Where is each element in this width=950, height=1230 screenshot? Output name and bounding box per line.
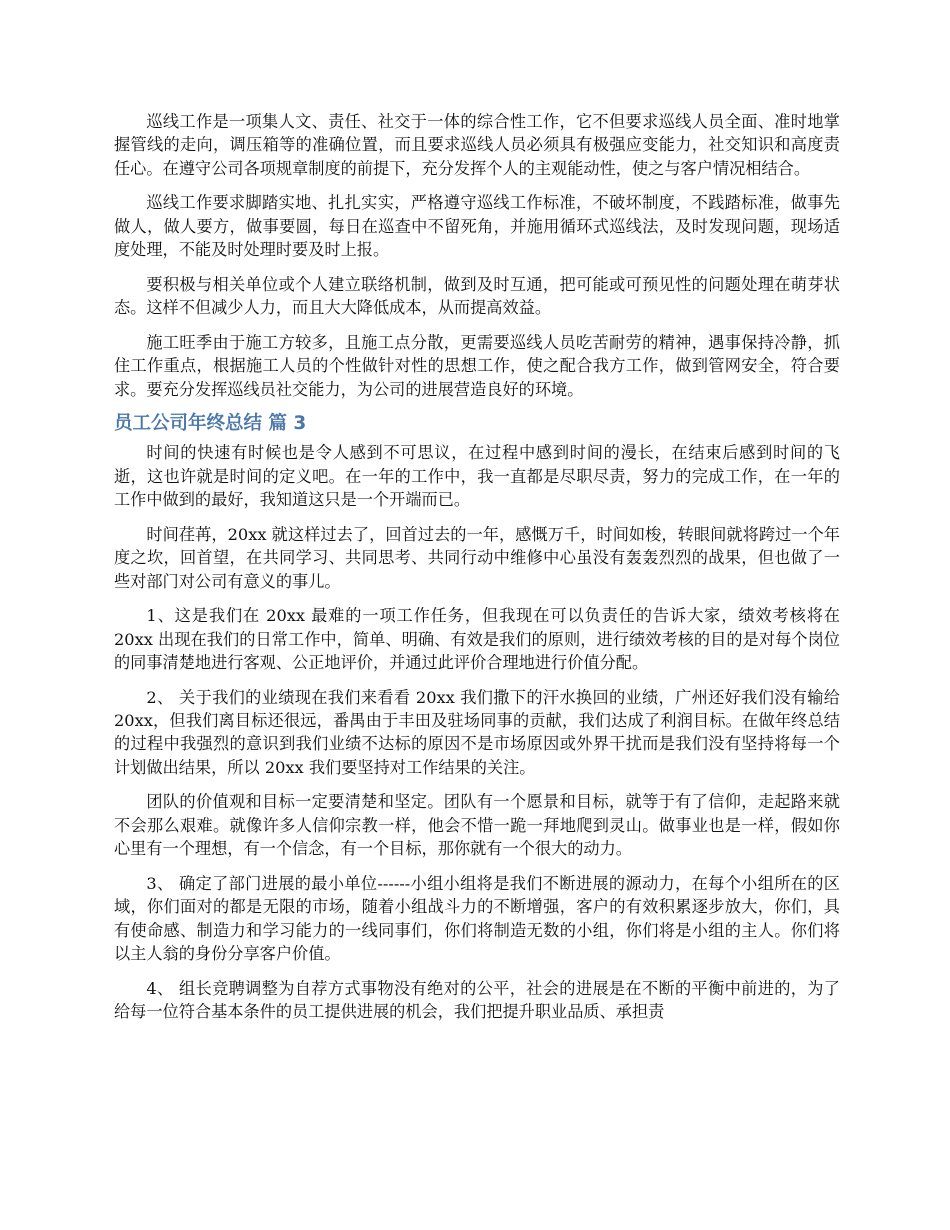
paragraph: 团队的价值观和目标一定要清楚和坚定。团队有一个愿景和目标，就等于有了信仰，走起路来就不会那么艰难。就像许多人信仰宗教一样，他会不惜一跪一拜地爬到灵山。做事业也是一样，假如你心里有一个理想，有一个信念，有一个目标，那你就有一个很大的动力。 — [114, 792, 840, 859]
paragraph: 时间的快速有时候也是令人感到不可思议，在过程中感到时间的漫长，在结束后感到时间的飞逝，这也许就是时间的定义吧。在一年的工作中，我一直都是尽职尽责，努力的完成工作，在一年的工作中做到的最好，我知道这只是一个开端而已。 — [114, 443, 840, 510]
paragraph: 施工旺季由于施工方较多，且施工点分散，更需要巡线人员吃苦耐劳的精神，遇事保持冷静，抓住工作重点，根据施工人员的个性做针对性的思想工作，使之配合我方工作，做到管网安全，符合要求。要充分发挥巡线员社交能力，为公司的进展营造良好的环境。 — [114, 332, 840, 399]
paragraph: 巡线工作要求脚踏实地、扎扎实实，严格遵守巡线工作标准，不破坏制度，不践踏标准，做事先做人，做人要方，做事要圆，每日在巡查中不留死角，并施用循环式巡线法，及时发现问题，现场适度处理，不能及时处理时要及时上报。 — [114, 193, 840, 260]
paragraph: 要积极与相关单位或个人建立联络机制，做到及时互通，把可能或可预见性的问题处理在萌芽状态。这样不但减少人力，而且大大降低成本，从而提高效益。 — [114, 274, 840, 318]
paragraph: 2、 关于我们的业绩现在我们来看看 20xx 我们撒下的汗水换回的业绩，广州还好我们没有输给 20xx，但我们离目标还很远，番禺由于丰田及驻场同事的贡献，我们达成了利润目标。在做年终总结的过程中我强烈的意识到我们业绩不达标的原因不是市场原因或外界干扰而是我们没有坚持将每一个计划做出结果，所以 20xx 我们要坚持对工作结果的关注。 — [114, 687, 840, 777]
paragraph: 1、这是我们在 20xx 最难的一项工作任务，但我现在可以负责任的告诉大家，绩效考核将在 20xx 出现在我们的日常工作中，简单、明确、有效是我们的原则，进行绩效考核的目的是对每个岗位的同事清楚地进行客观、公正地评价，并通过此评价合理地进行价值分配。 — [114, 606, 840, 673]
paragraph: 4、 组长竞聘调整为自荐方式事物没有绝对的公平，社会的进展是在不断的平衡中前进的，为了给每一位符合基本条件的员工提供进展的机会，我们把提升职业品质、承担责 — [114, 978, 840, 1022]
paragraph: 巡线工作是一项集人文、责任、社交于一体的综合性工作，它不但要求巡线人员全面、准时地掌握管线的走向，调压箱等的准确位置，而且要求巡线人员必须具有极强应变能力，社交知识和高度责任心。在遵守公司各项规章制度的前提下，充分发挥个人的主观能动性，使之与客户情况相结合。 — [114, 112, 840, 178]
paragraph: 时间荏苒，20xx 就这样过去了，回首过去的一年，感慨万千，时间如梭，转眼间就将跨过一个年度之坎，回首望，在共同学习、共同思考、共同行动中维修中心虽没有轰轰烈烈的战果，但也做了一些对部门对公司有意义的事儿。 — [114, 524, 840, 591]
paragraph: 3、 确定了部门进展的最小单位------小组小组将是我们不断进展的源动力，在每个小组所在的区域，你们面对的都是无限的市场，随着小组战斗力的不断增强，客户的有效积累逐步放大，你们，具有使命感、制造力和学习能力的一线同事们，你们将制造无数的小组，你们将是小组的主人。你们将以主人翁的身份分享客户价值。 — [114, 873, 840, 964]
section-heading: 员工公司年终总结 篇 3 — [114, 413, 307, 435]
document-page — [114, 110, 840, 1035]
